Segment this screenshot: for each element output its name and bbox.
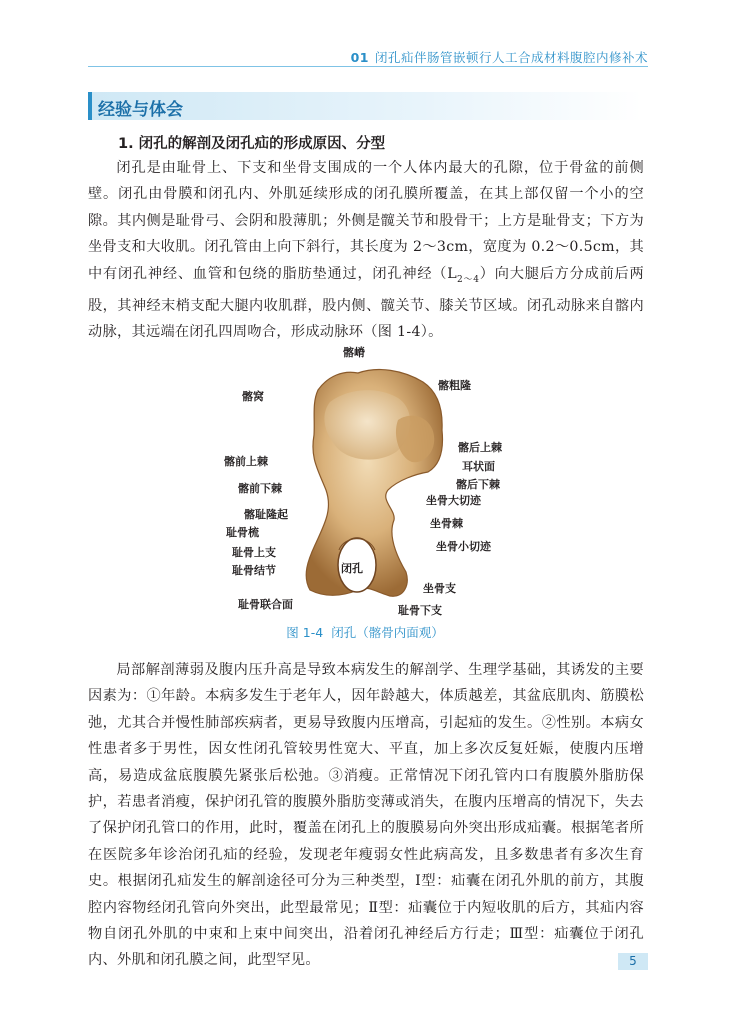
label-ischial-spine: 坐骨棘 (430, 517, 463, 530)
running-header (351, 48, 648, 66)
label-anterior-superior-iliac-spine: 髂前上棘 (224, 455, 268, 468)
label-iliopubic-eminence: 髂耻隆起 (244, 508, 288, 521)
label-iliac-tuberosity: 髂粗隆 (438, 379, 471, 392)
label-ischial-ramus: 坐骨支 (423, 582, 456, 595)
label-pecten-pubis: 耻骨梳 (226, 526, 259, 539)
label-posterior-superior-iliac-spine: 髂后上棘 (458, 441, 502, 454)
label-pubic-tubercle: 耻骨结节 (232, 564, 276, 577)
label-lesser-sciatic-notch: 坐骨小切迹 (436, 540, 491, 553)
label-iliac-fossa: 髂窝 (242, 390, 264, 403)
label-anterior-inferior-iliac-spine: 髂前下棘 (238, 482, 282, 495)
figure-caption-text: 闭孔（髂骨内面观） (331, 625, 444, 640)
chapter-number: 01 (350, 50, 369, 65)
section-band (88, 92, 642, 120)
label-inferior-pubic-ramus: 耻骨下支 (398, 604, 442, 617)
label-obturator-foramen: 闭孔 (341, 562, 363, 575)
chapter-title: 闭孔疝伴肠管嵌顿行人工合成材料腹腔内修补术 (374, 50, 648, 65)
label-superior-pubic-ramus: 耻骨上支 (232, 546, 276, 559)
figure-caption (0, 623, 730, 641)
label-pubic-symphysis-surface: 耻骨联合面 (238, 598, 293, 611)
subsection-heading: 1. 闭孔的解剖及闭孔疝的形成原因、分型 (118, 136, 386, 152)
paragraph-anatomy-part1: 闭孔是由耻骨上、下支和坐骨支围成的一个人体内最大的孔隙，位于骨盆的前侧壁。闭孔由骨膜和闭孔内、外肌延续形成的闭孔膜所覆盖，在其上部仅留一个小的空隙。其内侧是耻骨弓、会阴和股薄肌；外侧是髋关节和股骨干；上方是耻骨支；下方为坐骨支和大收肌。闭孔管由上向下斜行，其长度为 2～3cm，宽度为 0.2～0.5cm，其中有闭孔神经、血管和包绕的脂肪垫通过，闭孔神经（L (88, 160, 644, 282)
paragraph-anatomy (88, 155, 644, 346)
header-rule (88, 66, 648, 67)
section-title: 经验与体会 (98, 100, 183, 120)
label-iliac-crest: 髂嵴 (343, 346, 365, 359)
label-greater-sciatic-notch: 坐骨大切迹 (426, 494, 481, 507)
nerve-root-subscript: 2～4 (457, 274, 480, 285)
figure-number: 图 1-4 (286, 625, 324, 640)
paragraph-anatomy-part2: ）向大腿后方分成前后两股，其神经末梢支配大腿内收肌群，股内侧、髋关节、膝关节区域。闭孔动脉来自髂内动脉，其远端在闭孔四周吻合，形成动脉环（图 1-4）。 (88, 265, 644, 341)
page-number: 5 (618, 953, 648, 970)
hip-bone-figure (218, 340, 518, 620)
label-posterior-inferior-iliac-spine: 髂后下棘 (456, 478, 500, 491)
label-auricular-surface: 耳状面 (462, 460, 495, 473)
section-accent-bar (88, 92, 92, 120)
paragraph-causes: 局部解剖薄弱及腹内压升高是导致本病发生的解剖学、生理学基础，其诱发的主要因素为：①年龄。本病多发生于老年人，因年龄越大，体质越差，其盆底肌肉、筋膜松弛，尤其合并慢性肺部疾病者，更易导致腹内压增高，引起疝的发生。②性别。本病女性患者多于男性，因女性闭孔管较男性宽大、平直，加上多次反复妊娠，使腹内压增高，易造成盆底腹膜先紧张后松弛。③消瘦。正常情况下闭孔管内口有腹膜外脂肪保护，若患者消瘦，保护闭孔管的腹膜外脂肪变薄或消失，在腹内压增高的情况下，失去了保护闭孔管口的作用，此时，覆盖在闭孔上的腹膜易向外突出形成疝囊。根据笔者所在医院多年诊治闭孔疝的经验，发现老年瘦弱女性此病高发，且多数患者有多次生育史。根据闭孔疝发生的解剖途径可分为三种类型，Ⅰ型：疝囊在闭孔外肌的前方，其腹腔内容物经闭孔管向外突出，此型最常见；Ⅱ型：疝囊位于内短收肌的后方，其疝内容物自闭孔外肌的中束和上束中间突出，沿着闭孔神经后方行走；Ⅲ型：疝囊位于闭孔内、外肌和闭孔膜之间，此型罕见。 (88, 662, 644, 969)
